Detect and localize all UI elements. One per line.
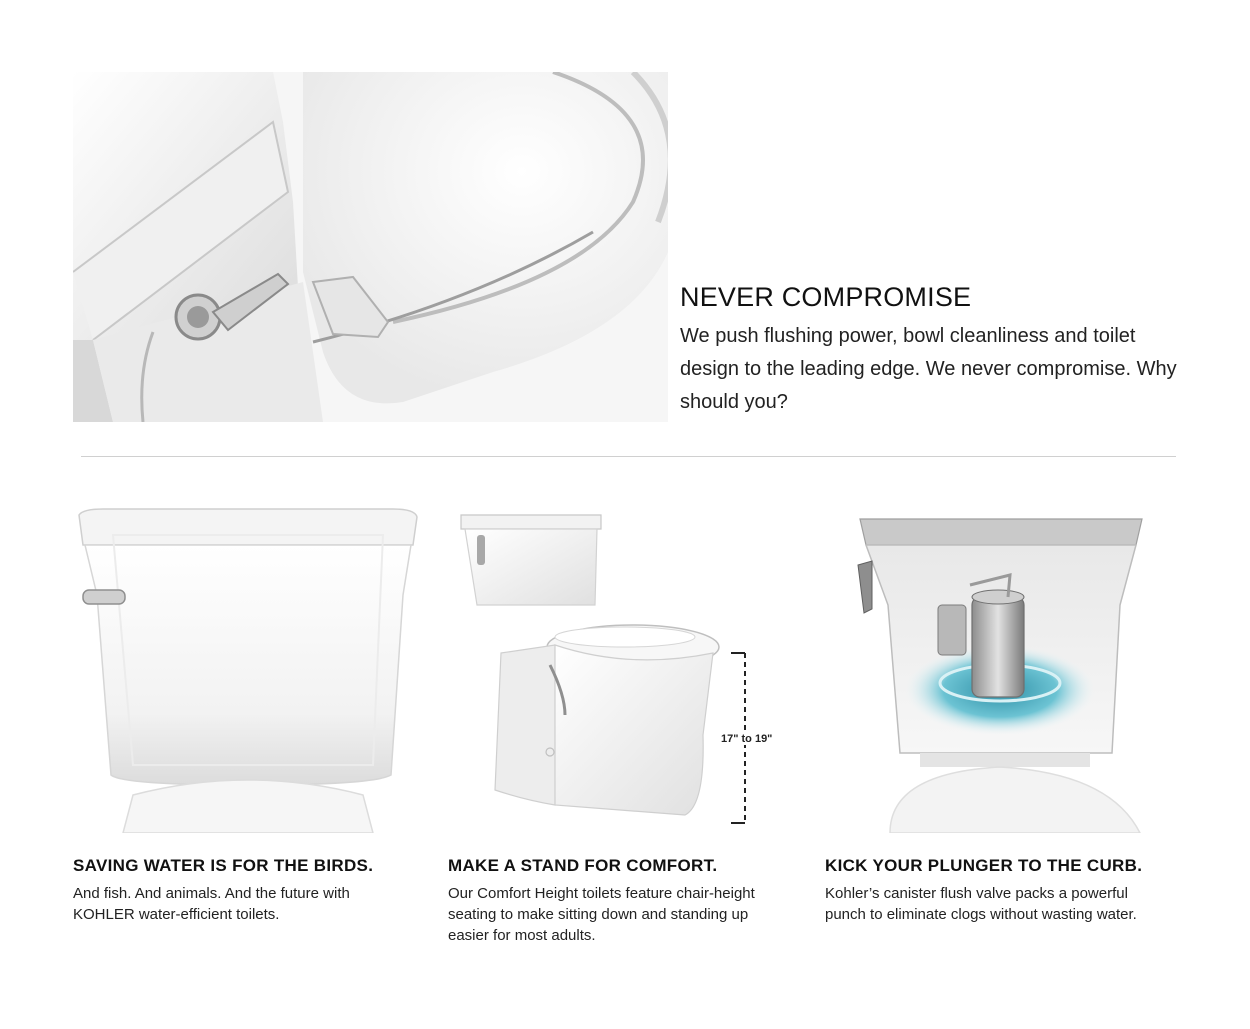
feature-description-plunger: Kohler’s canister flush valve packs a powerful punch to eliminate clogs without wasting water. — [825, 885, 1137, 923]
feature-title-comfort: MAKE A STAND FOR COMFORT. — [448, 856, 718, 875]
hero-toilet-closeup-image — [73, 72, 668, 422]
feature-title-saving-water: SAVING WATER IS FOR THE BIRDS. — [73, 856, 374, 875]
section-divider — [81, 456, 1176, 457]
hero-description: We push flushing power, bowl cleanliness and toilet design to the leading edge. We never compromise. Why should you? — [680, 325, 1177, 413]
tank-image — [73, 505, 423, 833]
feature-description-saving-water: And fish. And animals. And the future with KOHLER water-efficient toilets. — [73, 885, 350, 923]
comfort-height-toilet-image — [455, 505, 790, 833]
feature-description-comfort: Our Comfort Height toilets feature chair-height seating to make sitting down and standing up easier for most adults. — [448, 885, 755, 944]
feature-title-plunger: KICK YOUR PLUNGER TO THE CURB. — [825, 856, 1143, 875]
hero-title: NEVER COMPROMISE — [680, 282, 972, 312]
canister-valve-image — [850, 505, 1150, 833]
seat-height-label: 17" to 19" — [721, 733, 773, 745]
